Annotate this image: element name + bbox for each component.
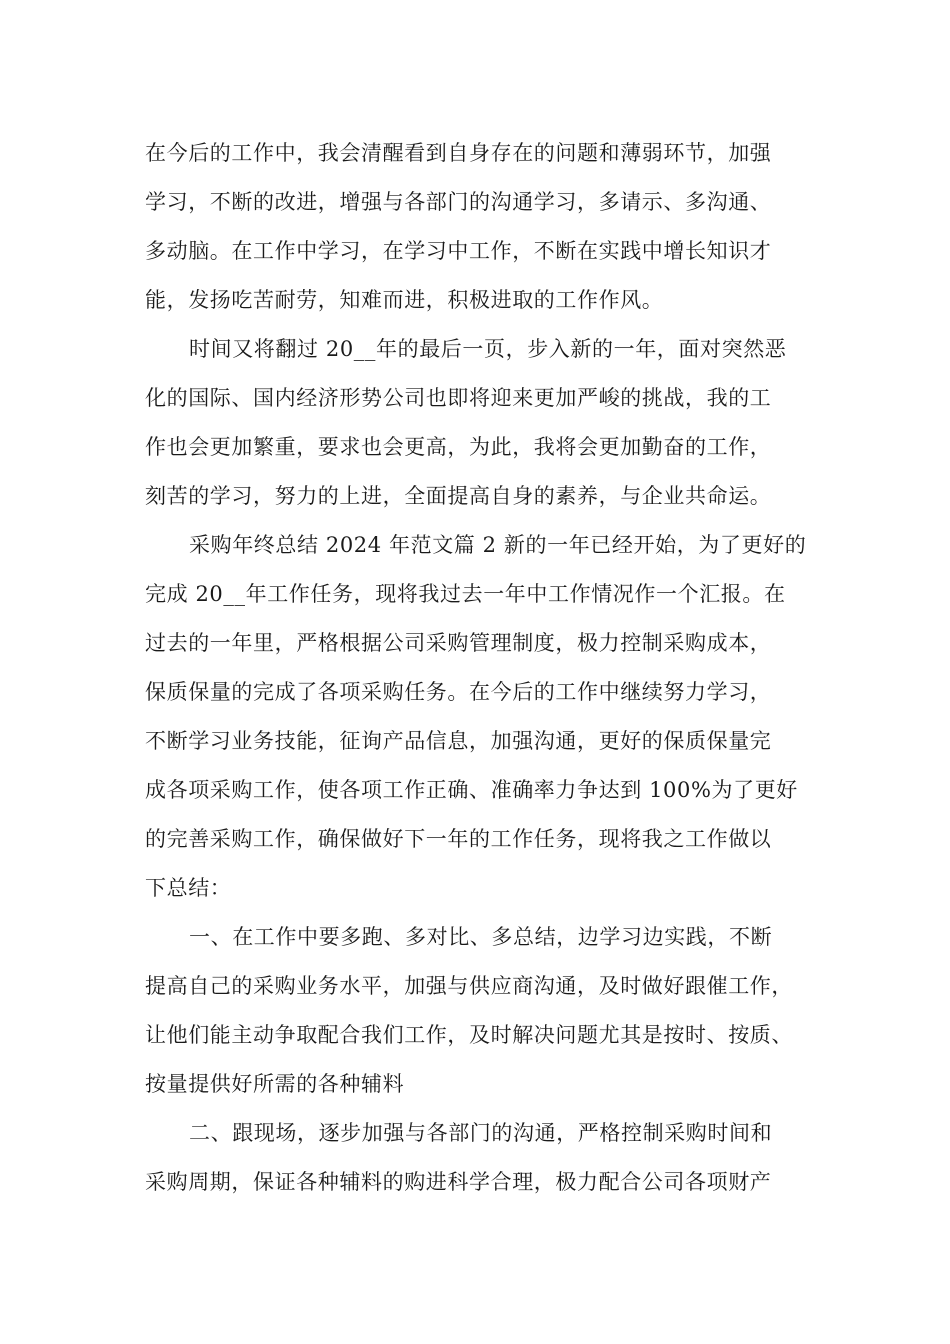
text-line: 的完善采购工作，确保做好下一年的工作任务，现将我之工作做以	[145, 827, 772, 851]
text-line: 多动脑。在工作中学习，在学习中工作，不断在实践中增长知识才	[145, 239, 772, 263]
paragraph-2	[145, 325, 807, 521]
document-body	[145, 129, 807, 1207]
paragraph-1	[145, 129, 807, 325]
text-line: 在今后的工作中，我会清醒看到自身存在的问题和薄弱环节，加强	[145, 141, 772, 165]
paragraph-4	[145, 913, 807, 1109]
text-line: 提高自己的采购业务水平，加强与供应商沟通，及时做好跟催工作，	[145, 974, 793, 998]
text-line: 完成 20__年工作任务，现将我过去一年中工作情况作一个汇报。在	[145, 582, 786, 606]
text-line: 下总结：	[145, 876, 232, 900]
paragraph-5	[145, 1109, 807, 1207]
text-line: 作也会更加繁重，要求也会更高，为此，我将会更加勤奋的工作，	[145, 435, 772, 459]
text-line-first: 一、在工作中要多跑、多对比、多总结，边学习边实践，不断	[189, 925, 773, 949]
text-line: 过去的一年里，严格根据公司采购管理制度，极力控制采购成本，	[145, 631, 772, 655]
text-line: 能，发扬吃苦耐劳，知难而进，积极进取的工作作风。	[145, 288, 664, 312]
text-line: 按量提供好所需的各种辅料	[145, 1072, 405, 1096]
text-line: 让他们能主动争取配合我们工作，及时解决问题尤其是按时、按质、	[145, 1023, 793, 1047]
text-line-first: 时间又将翻过 20__年的最后一页，步入新的一年，面对突然恶	[189, 337, 787, 361]
text-line: 刻苦的学习，努力的上进，全面提高自身的素养，与企业共命运。	[145, 484, 772, 508]
text-line: 保质保量的完成了各项采购任务。在今后的工作中继续努力学习，	[145, 680, 772, 704]
text-line-first: 采购年终总结 2024 年范文篇 2 新的一年已经开始，为了更好的	[189, 533, 807, 557]
text-line: 采购周期，保证各种辅料的购进科学合理，极力配合公司各项财产	[145, 1170, 772, 1194]
text-line: 学习，不断的改进，增强与各部门的沟通学习，多请示、多沟通、	[145, 190, 772, 214]
text-line-first: 二、跟现场，逐步加强与各部门的沟通，严格控制采购时间和	[189, 1121, 773, 1145]
text-line: 成各项采购工作，使各项工作正确、准确率力争达到 100%为了更好	[145, 778, 798, 802]
text-line: 化的国际、国内经济形势公司也即将迎来更加严峻的挑战，我的工	[145, 386, 772, 410]
text-line: 不断学习业务技能，征询产品信息，加强沟通，更好的保质保量完	[145, 729, 772, 753]
paragraph-3	[145, 521, 807, 913]
